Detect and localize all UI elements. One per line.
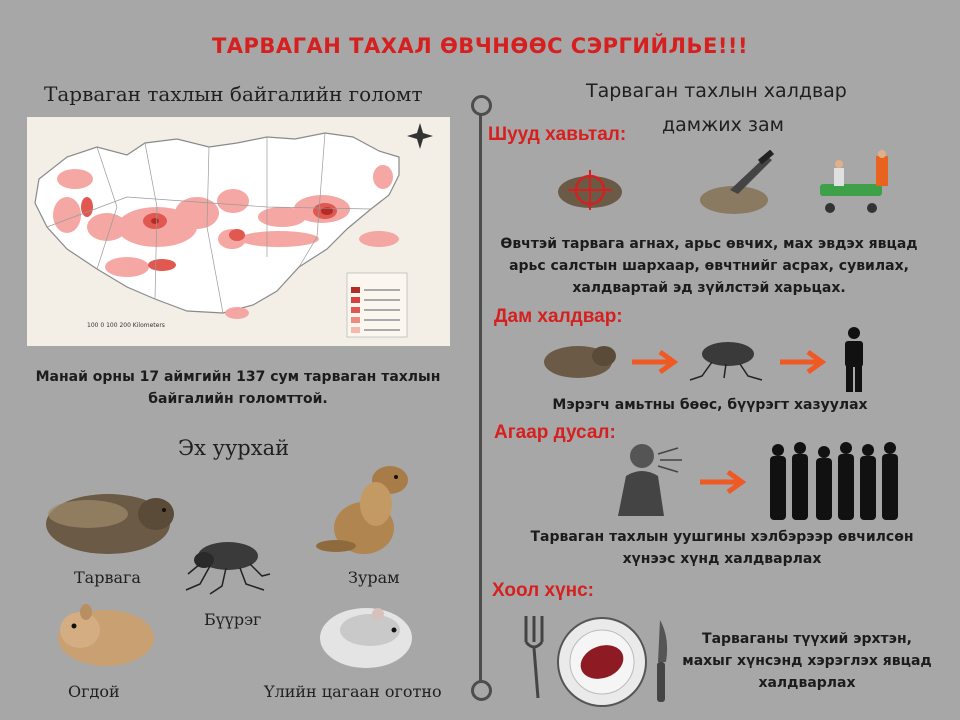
plate-icon (554, 614, 650, 710)
marmot-target-icon (554, 166, 624, 210)
marmot-icon (542, 338, 618, 382)
ground-squirrel-icon (314, 462, 416, 560)
crowd-silhouette-icon (766, 440, 906, 522)
medical-stretcher-icon (812, 150, 898, 218)
timeline-top-dot (471, 95, 492, 116)
animal-label-hamster: Үлийн цагаан оготно (264, 682, 442, 701)
route-food-text: Тарваганы түүхий эрхтэн, махыг хүнсэнд хэрэглэх явцад халдварлах (682, 631, 932, 691)
map-scale: 100 0 100 200 Kilometers (87, 322, 165, 329)
coughing-person-icon (598, 436, 688, 516)
animal-label-flea: Бүүрэг (204, 610, 262, 629)
marmot-icon (38, 484, 176, 558)
plague-foci-map (27, 117, 450, 346)
knife-icon (646, 618, 676, 704)
arrow-right-icon (778, 350, 830, 374)
route-direct-text: Өвчтэй тарвага агнах, арьс өвчих, мах эвдэх явцад арьс салстын шархаар, өвчтнийг асрах, сувилах, халдвартай эд зүйлстэй харьцах. (500, 236, 918, 296)
fork-icon (518, 612, 558, 702)
map-heading: Тарваган тахлын байгалийн голомт (44, 82, 423, 106)
route-indirect-text: Мэрэгч амьтны бөөс, бүүрэгт хазуулах (552, 397, 868, 413)
page-title: ТАРВАГАН ТАХАЛ ӨВЧНӨӨС СЭРГИЙЛЬЕ!!! (211, 34, 749, 58)
arrow-right-icon (630, 350, 682, 374)
animal-label-ground-squirrel: Зурам (348, 568, 400, 587)
animal-label-marmot: Тарвага (74, 568, 141, 587)
map-description: Манай орны 17 аймгийн 137 сум тарваган тахлын байгалийн голомттой. (35, 369, 441, 407)
route-food-label: Хоол хүнс: (492, 580, 595, 601)
hamster-icon (316, 600, 416, 672)
person-icon (840, 326, 868, 394)
mongolia-map-svg (27, 117, 450, 346)
timeline-bottom-dot (471, 680, 492, 701)
sources-heading: Эх уурхай (178, 436, 290, 460)
flea-icon (180, 534, 272, 596)
routes-heading-line1: Тарваган тахлын халдвар (586, 80, 847, 102)
knife-marmot-icon (696, 150, 778, 216)
animal-label-pika: Огдой (68, 682, 120, 701)
flea-icon (684, 336, 766, 382)
compass-rose-icon (407, 123, 433, 149)
timeline-line (479, 102, 482, 692)
route-indirect-label: Дам халдвар: (494, 306, 623, 327)
map-legend (347, 273, 407, 337)
pika-icon (50, 600, 158, 670)
routes-heading-line2: дамжих зам (662, 114, 784, 136)
arrow-right-icon (698, 470, 750, 494)
route-direct-label: Шууд хавьтал: (488, 124, 627, 145)
route-airborne-text: Тарваган тахлын уушгины хэлбэрээр өвчилсөн хүнээс хүнд халдварлах (530, 529, 914, 567)
route-airborne-label: Агаар дусал: (494, 422, 616, 443)
